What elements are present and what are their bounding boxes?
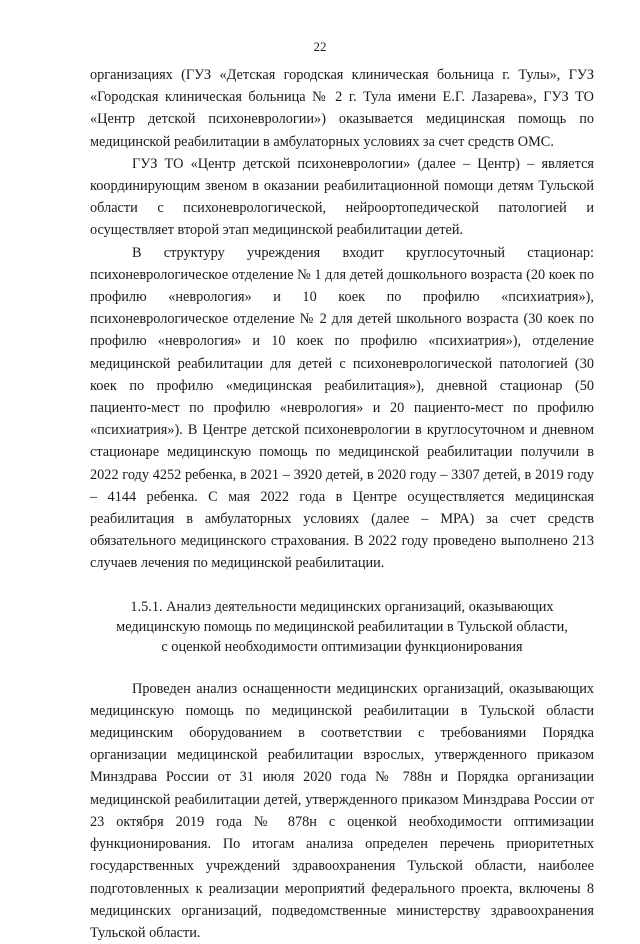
section-heading xyxy=(96,597,588,657)
section-heading-line-2: медицинскую помощь по медицинской реабилитации в Тульской области, xyxy=(116,618,568,635)
section-heading-line-1: 1.5.1. Анализ деятельности медицинских организаций, оказывающих xyxy=(130,598,554,615)
section-heading-line-3: с оценкой необходимости оптимизации функционирования xyxy=(161,638,523,655)
paragraph-3: В структуру учреждения входит круглосуточный стационар: психоневрологическое отделение № 1 для детей дошкольного возраста (20 коек по профилю «неврология» и 10 коек по профилю «психиатрия»), психоневрологическое отделение № 2 для детей школьного возраста (30 коек по профилю «неврология» и 10 коек по профилю «психиатрия»), отделение медицинской реабилитации для детей с психоневрологической патологией (30 коек по профилю «медицинская реабилитация»), дневной стационар (50 пациенто-мест по профилю «неврология» и 20 пациенто-мест по профилю «психиатрия»). В Центре детской психоневрологии в круглосуточном и дневном стационаре медицинскую помощь по медицинской реабилитации получили в 2022 году 4252 ребенка, в 2021 – 3920 детей, в 2020 году – 3307 детей, в 2019 году – 4144 ребенка. С мая 2022 года в Центре осуществляется медицинская реабилитация в амбулаторных условиях (далее – МРА) за счет средств обязательного медицинского страхования. В 2022 году проведено выполнено 213 случаев лечения по медицинской реабилитации. xyxy=(90,244,594,572)
page-number: 22 xyxy=(313,39,327,54)
document-body xyxy=(90,64,594,944)
paragraph-4: Проведен анализ оснащенности медицинских организаций, оказывающих медицинскую помощь по медицинской реабилитации в Тульской области медицинским оборудованием в соответствии с требованиями Порядка организации медицинской реабилитации взрослых, утвержденного приказом Минздрава России от 31 июля 2020 года № 788н и Порядка организации медицинской реабилитации детей, утвержденного приказом Минздрава России от 23 октября 2019 года № 878н с оценкой необходимости оптимизации функционирования. По итогам анализа определен перечень приоритетных государственных учреждений здравоохранения Тульской области, наиболее подготовленных к реализации мероприятий федерального проекта, включены 8 медицинских организаций, подведомственные министерству здравоохранения Тульской области. xyxy=(90,680,594,941)
paragraph-1: организациях (ГУЗ «Детская городская клиническая больница г. Тулы», ГУЗ «Городская клиническая больница № 2 г. Тула имени Е.Г. Лазарева», ГУЗ ТО «Центр детской психоневрологии») оказывается медицинская помощь по медицинской реабилитации в амбулаторных условиях за счет средств ОМС. xyxy=(90,67,594,150)
paragraph-2: ГУЗ ТО «Центр детской психоневрологии» (далее – Центр) – является координирующим звеном в оказании реабилитационной помощи детям Тульской области с психоневрологической, нейроортопедической патологией и осуществляет второй этап медицинской реабилитации детей. xyxy=(90,155,594,239)
